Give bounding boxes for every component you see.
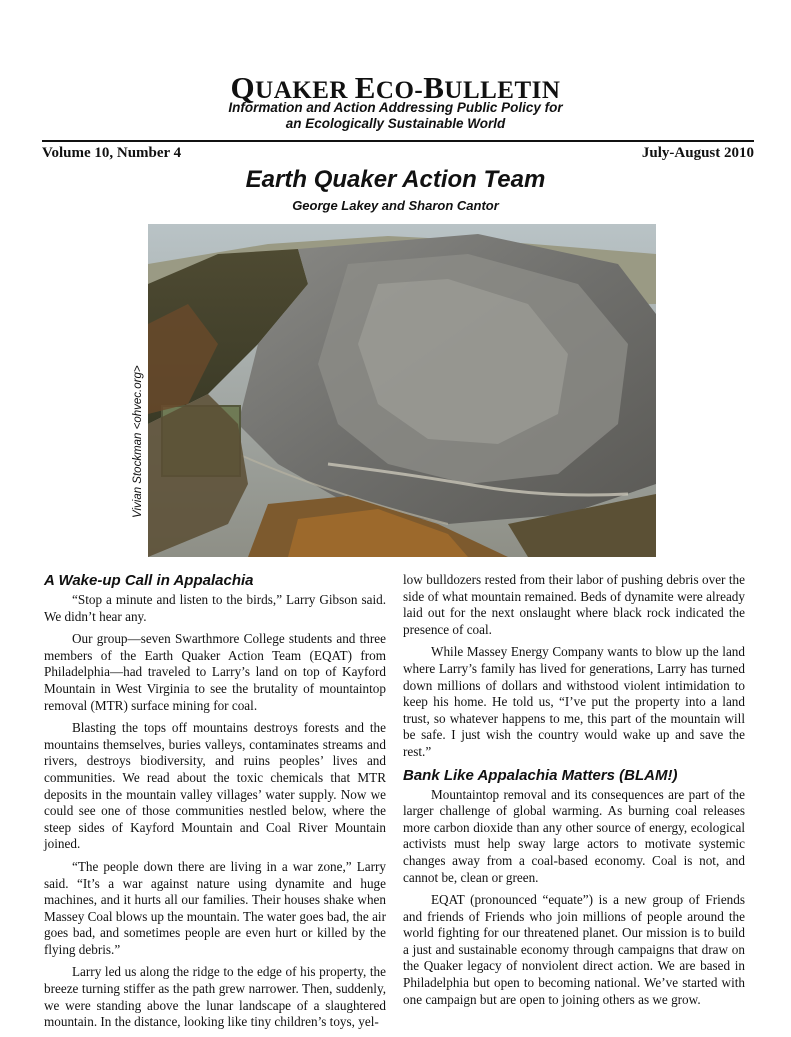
article-headline: Earth Quaker Action Team <box>245 166 546 193</box>
photo-credit: Vivian Stockman <ohvec.org> <box>132 365 144 518</box>
left-column <box>44 572 386 1037</box>
issue-date: July-August 2010 <box>641 145 754 161</box>
masthead-subtitle-line2: an Ecologically Sustainable World <box>285 116 506 131</box>
paragraph: EQAT (pronounced “equate”) is a new group of Friends and friends of Friends who join millions of people around the world fighting for our threatened planet. Our mission is to build a just and sustainable economy through campaigns that draw on the Quaker legacy of nonviolent direct action. We are based in Philadelphia but open to becoming national. We’ve started with one campaign but are open to joining others as we grow. <box>403 892 745 1007</box>
issue-volume: Volume 10, Number 4 <box>42 145 182 161</box>
header-rule <box>42 140 754 142</box>
right-column <box>403 572 745 1014</box>
paragraph: Our group—seven Swarthmore College students and three members of the Earth Quaker Action Team (EQAT) from Philadelphia—had traveled to Larry’s land on top of Kayford Mountain in West Virginia to see the brutality of mountaintop removal (MTR) surface mining for coal. <box>44 631 386 713</box>
paragraph: Larry led us along the ridge to the edge of his property, the breeze turning stiffer as the path grew narrower. Then, suddenly, we were standing above the lunar landscape of a slaughtered mountain. In the distance, looking like tiny children’s toys, yel- <box>44 964 386 1030</box>
title-initial: E <box>354 70 376 105</box>
paragraph: “Stop a minute and listen to the birds,” Larry Gibson said. We didn’t hear any. <box>44 592 386 624</box>
section-heading-blam: Bank Like Appalachia Matters (BLAM!) <box>403 766 678 784</box>
title-part: ULLETIN <box>444 77 561 104</box>
paragraph: Mountaintop removal and its consequences are part of the larger challenge of global warming. As burning coal releases more carbon dioxide than any other source of energy, ecological activists must help sway large actors to motivate systemic changes away from a coal-based economy. Coal is not, and cannot be, clean or green. <box>403 786 745 885</box>
section-heading-wake-up-call: A Wake-up Call in Appalachia <box>44 572 254 589</box>
masthead-subtitle-line1: Information and Action Addressing Public Policy for <box>228 100 563 115</box>
aerial-mine-image <box>148 224 656 557</box>
paragraph: Blasting the tops off mountains destroys forests and the mountains themselves, buries valleys, contaminates streams and rivers, destroys biodiversity, and ruins peoples’ lives and communities. We read about the toxic chemicals that MTR deposits in the mountain valley villages’ water supply. Now we could see one of those communities nestled below, where the steep sides of Kayford Mountain and Coal River Mountain joined. <box>44 720 386 852</box>
title-initial: B <box>423 70 445 105</box>
paragraph: While Massey Energy Company wants to blow up the land where Larry’s family has lived for generations, Larry has turned down millions of dollars and withstood violent intimidation to keep his home. He told us, “I’ve put the property into a land trust, so whatever happens to me, this part of the mountain will be safe. I just wish the country would wake up and save the rest.” <box>403 644 745 759</box>
article-byline: George Lakey and Sharon Cantor <box>292 198 499 213</box>
title-part: UAKER <box>255 77 355 104</box>
paragraph: low bulldozers rested from their labor of pushing debris over the side of what mountain remained. Beds of dynamite were already laid out for the next onslaught where black rock indicated the presence of coal. <box>403 572 745 637</box>
title-initial: Q <box>230 70 256 105</box>
mountaintop-removal-photo <box>148 224 656 557</box>
paragraph: “The people down there are living in a war zone,” Larry said. “It’s a war against nature using dynamite and huge machines, and it hurts all our families. Their houses shake when Massey Coal blows up the mountain. The water goes bad, the air goes bad, and sometimes people are even hurt or killed by the flying debris.” <box>44 858 386 957</box>
title-part: CO- <box>375 77 424 104</box>
